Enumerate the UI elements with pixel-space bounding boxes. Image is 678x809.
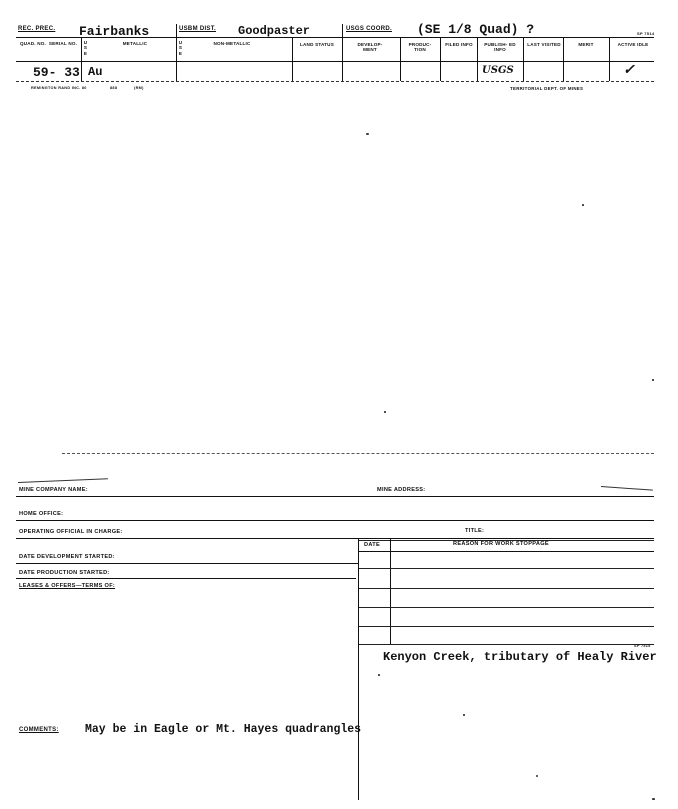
- col-serial-no: SERIAL NO.: [48, 41, 78, 46]
- card-curl-right: [601, 486, 653, 491]
- comments-value: May be in Eagle or Mt. Hayes quadrangles: [85, 723, 362, 736]
- col-sep: [176, 37, 177, 81]
- row-rule: [16, 563, 358, 564]
- col-use-nonmetallic: U S E: [178, 40, 183, 56]
- col-quad-no: QUAD. NO.: [19, 41, 47, 46]
- comments-label: COMMENTS:: [19, 727, 59, 733]
- usgs-coord-value: (SE 1/8 Quad) ?: [417, 22, 535, 37]
- mine-company-label: MINE COMPANY NAME:: [19, 487, 88, 493]
- scan-speck: [378, 674, 380, 676]
- form-number: SP 7514: [637, 31, 655, 36]
- table-header-rule: [358, 551, 654, 552]
- main-divider: [358, 538, 359, 800]
- col-last-visited: LAST VISITED: [527, 42, 561, 47]
- date-header: DATE: [364, 542, 381, 548]
- col-published-info: PUBLISH- ED INFO: [484, 42, 516, 53]
- col-sep: [342, 37, 343, 81]
- scan-speck: [384, 411, 386, 413]
- scan-speck: [366, 133, 369, 135]
- printer-imprint: REMINGTON RAND INC. 80: [31, 86, 87, 90]
- col-merit: MERIT: [578, 42, 594, 47]
- table-row-rule: [358, 607, 654, 608]
- reason-header: REASON FOR WORK STOPPAGE: [453, 541, 549, 547]
- col-use-metallic: U S E: [83, 40, 88, 56]
- date-development-label: DATE DEVELOPMENT STARTED:: [19, 554, 115, 560]
- mine-address-label: MINE ADDRESS:: [377, 487, 426, 493]
- row-bottom-rule: [16, 81, 654, 82]
- table-row-rule: [358, 626, 654, 627]
- form-number-2: SP 7515: [634, 644, 651, 648]
- card-top-edge: [62, 453, 654, 454]
- published-info-value: USGS: [482, 65, 514, 76]
- quad-serial-value: 59- 33: [33, 65, 80, 80]
- date-col-sep: [390, 538, 391, 645]
- col-development: DEVELOP- MENT: [357, 42, 383, 53]
- col-sep: [400, 37, 401, 81]
- col-sep: [440, 37, 441, 81]
- col-production: PRODUC- TION: [408, 42, 432, 53]
- usbm-dist-value: Goodpaster: [238, 24, 311, 38]
- header-bottom-rule: [16, 37, 654, 38]
- table-row-rule: [358, 644, 654, 645]
- rec-prec-label: REC. PREC.: [18, 26, 56, 32]
- header-sep: [176, 24, 177, 37]
- printer-code-2: (RM): [134, 86, 144, 90]
- col-sep: [563, 37, 564, 81]
- row-rule: [16, 538, 654, 539]
- scan-speck: [463, 714, 465, 716]
- table-row-rule: [358, 588, 654, 589]
- scan-speck: [536, 775, 538, 777]
- col-sep: [609, 37, 610, 81]
- col-metallic: METALLIC: [122, 41, 148, 46]
- header-sep: [342, 24, 343, 37]
- scan-speck: [652, 798, 655, 800]
- col-sep: [523, 37, 524, 81]
- metallic-value: Au: [88, 65, 103, 79]
- row-rule: [16, 520, 654, 521]
- col-non-metallic: NON-METALLIC: [213, 41, 251, 46]
- col-sep: [292, 37, 293, 81]
- col-land-status: LAND STATUS: [300, 42, 334, 47]
- col-sep: [81, 37, 82, 81]
- usbm-dist-label: USBM DIST.: [179, 26, 217, 32]
- row-rule: [16, 496, 654, 497]
- date-production-label: DATE PRODUCTION STARTED:: [19, 570, 110, 576]
- operating-official-label: OPERATING OFFICIAL IN CHARGE:: [19, 529, 123, 535]
- scan-speck: [582, 204, 584, 206]
- scan-speck: [652, 379, 654, 381]
- active-idle-mark: ✓: [623, 62, 635, 78]
- leases-label: LEASES & OFFERS—TERMS OF:: [19, 583, 116, 589]
- usgs-coord-label: USGS COORD.: [346, 26, 392, 32]
- table-row-rule: [358, 568, 654, 569]
- department-imprint: TERRITORIAL DEPT. OF MINES: [510, 86, 584, 91]
- location-note: Kenyon Creek, tributary of Healy River: [383, 650, 657, 664]
- col-sep: [477, 37, 478, 81]
- card-curl: [18, 478, 108, 483]
- column-header-bottom-rule: [16, 61, 654, 62]
- col-active-idle: ACTIVE IDLE: [617, 42, 649, 47]
- printer-code: 888: [110, 86, 118, 90]
- row-rule: [16, 578, 356, 579]
- title-label: TITLE:: [465, 528, 485, 534]
- home-office-label: HOME OFFICE:: [19, 511, 64, 517]
- col-filed-info: FILED INFO: [445, 42, 473, 47]
- rec-prec-value: Fairbanks: [79, 24, 150, 39]
